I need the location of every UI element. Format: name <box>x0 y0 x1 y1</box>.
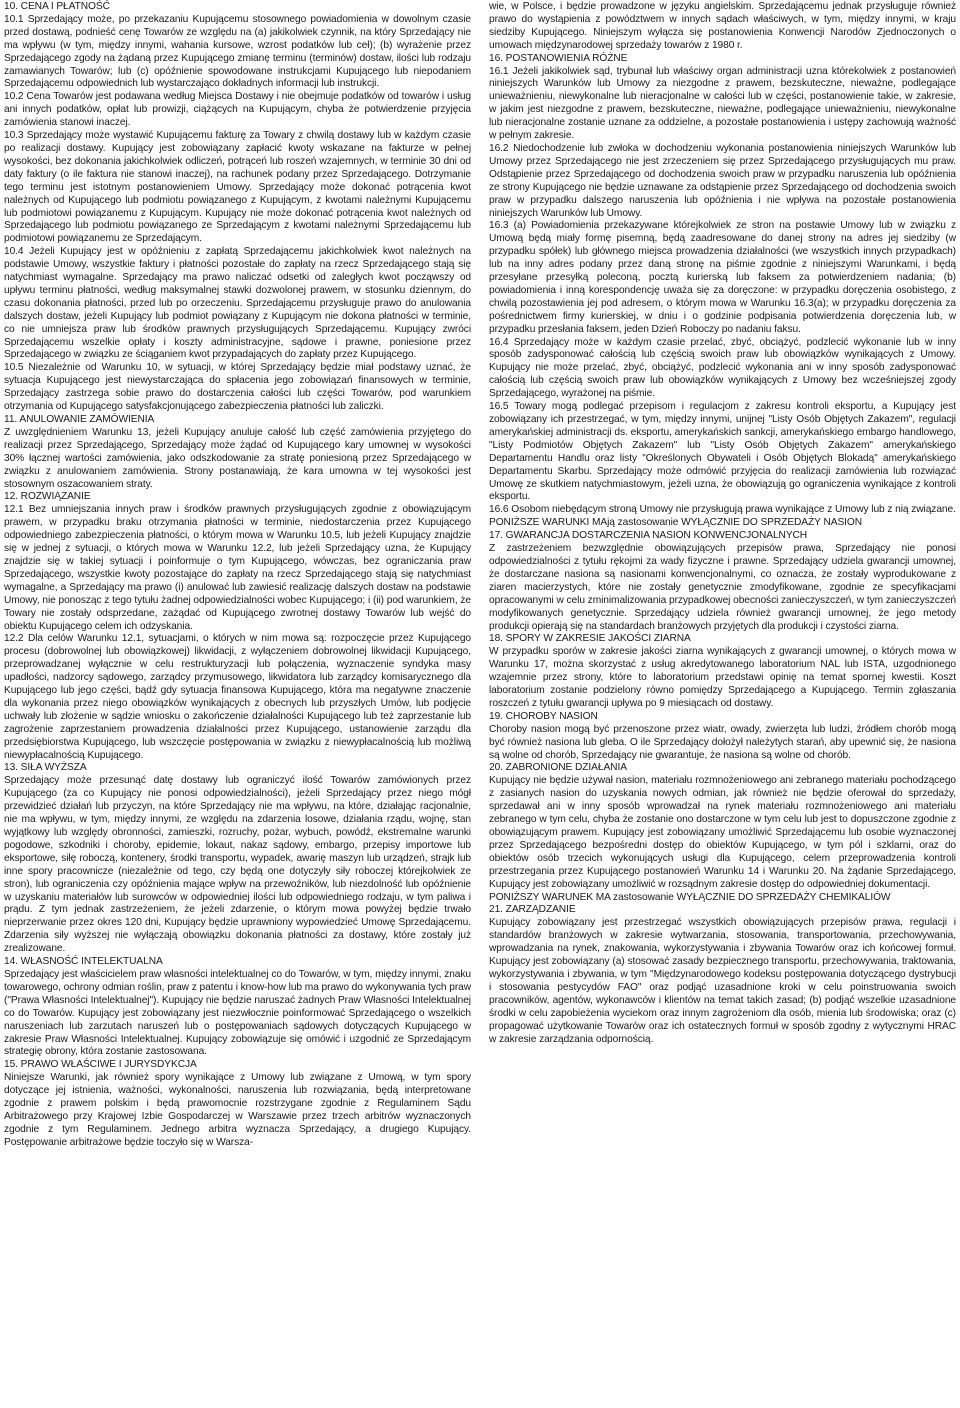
section-heading: 21. ZARZĄDZANIE <box>489 904 576 916</box>
section-heading: 17. GWARANCJA DOSTARCZENIA NASION KONWENCJONALNYCH <box>489 530 808 542</box>
section-heading: 19. CHOROBY NASION <box>489 710 598 722</box>
section-heading: 16. POSTANOWIENIA RÓŻNE <box>489 52 628 64</box>
paragraph: Sprzedający może przesunąć datę dostawy lub ograniczyć ilość Towarów zamówionych przez Kupującego (za co Kupujący nie ponosi odpowiedzialności), jeżeli Sprzedający przez niego mógł przewidzieć działań lub przyczyn, na które Sprzedający nie ma wpływu, na które, działając racjonalnie, nie ma wpływu, w tym, między innymi, ze względu na zdarzenia losowe, działania rządu, wojnę, stan wyjątkowy lub względy obronności, zamieszki, rozruchy, pożar, wybuch, powódź, ekstremalne warunki pogodowe, szkodniki i choroby, epidemie, lokaut, nakaz sądowy, embargo, przepisy importowe lub eksportowe, siłę roboczą, kontenery, środki transportu, wypadek, awarię maszyn lub urządzeń, strajk lub inne spory pracownicze (niezależnie od tego, czy będą one dotyczyły siły roboczej którejkolwiek ze stron), lub ograniczenia czy opóźnienia mające wpływ na przewoźników, lub niezdolność lub opóźnienie w uzyskaniu materiałów lub surowców w odpowiedniej ilości lub odpowiedniego rodzaju, w tym paliwa i prądu. Z tym jednak zastrzeżeniem, że jeżeli zdarzenie, o którym mowa powyżej będzie trwało nieprzerwanie przez okres 120 dni, Kupujący będzie uprawniony wypowiedzieć Umowę Sprzedającemu. Zdarzenia siły wyższej nie wyłączają obowiązku dokonania płatności za dostawy, które zostały już zrealizowane. <box>4 775 471 955</box>
paragraph: 16.4 Sprzedający może w każdym czasie przelać, zbyć, obciążyć, podzlecić wykonanie lub w inny sposób zadysponować całością lub częścią swoich praw lub obowiązków wynikających z Umowy. Kupujący nie może przelać, zbyć, obciążyć, podzlecić wykonania ani w inny sposób zadysponować całością lub częścią swoich praw lub obowiązków wynikających z Umowy bez wcześniejszej zgody Sprzedającego, wyrażonej na piśmie. <box>489 336 956 400</box>
paragraph: 10.3 Sprzedający może wystawić Kupującemu fakturę za Towary z chwilą dostawy lub w każdym czasie po realizacji dostawy. Kupujący jest zobowiązany zapłacić kwoty wskazane na fakturze w pełnej wysokości, bez dokonania jakichkolwiek odliczeń, potrąceń lub roszeń wzajemnych, w terminie 30 dni od daty faktury (o ile faktura nie stanowi inaczej), na rachunek podany przez Sprzedającego. Dotrzymanie tego terminu jest istotnym postanowieniem Umowy. Sprzedający może dokonać potrącenia kwot należnych od Kupującego lub podmiotu powiązanego z Kupującym, z kwotami należnymi Kupującemu lub podmiotowi powiązanemu z Kupującym. Kupujący nie może dokonać potrącenia kwot należnych od Sprzedającego lub podmiotu powiązanego ze Sprzedającym z kwotami należnymi Sprzedającemu lub podmiotowi powiązanemu ze Sprzedającym. <box>4 130 471 245</box>
paragraph: 12.2 Dla celów Warunku 12.1, sytuacjami, o których w nim mowa są: rozpoczęcie przez Kupującego procesu (dobrowolnej lub obowiązkowej) likwidacji, z wyłączeniem dobrowolnej likwidacji Kupującego, przeprowadzanej wyłącznie w celu restrukturyzacji lub połączenia, wyznaczenie syndyka masy upadłości, nadzorcy sądowego, zarządcy przymusowego, likwidatora lub zarządcy komisarycznego dla Kupującego lub jego części, bądź gdy sytuacja finansowa Kupującego, która ma negatywne znaczenie dla wykonania przez niego obowiązków wynikających z obecnych lub przyszłych Umów, lub podjęcie uchwały lub złożenie w sądzie wniosku o zakończenie działalności Kupującego lub też zaprzestanie lub zagrożenie zaprzestaniem prowadzenia działalności przez Kupującego, ustanowienie zarządu dla przedsiębiorstwa Kupującego, lub wszczęcie postępowania w związku z niewypłacalnością lub możliwą niewypłacalnością Kupującego. <box>4 633 471 761</box>
paragraph: 16.3 (a) Powiadomienia przekazywane którejkolwiek ze stron na postawie Umowy lub w związku z Umową będą miały formę pisemną, będą zaadresowane do danej strony na adres jej siedziby (w przypadku spółek) lub głównego miejsca prowadzenia działalności (we wszystkich innych przypadkach) lub na inny adres podany przez daną stronę na piśmie zgodnie z niniejszymi Warunkami, i będą przesyłane przesyłką poleconą, pocztą kurierską lub faksem za potwierdzeniem nadania; (b) powiadomienia i inną korespondencję uważa się za doręczone: w przypadku doręczenia osobistego, z chwilą pozostawienia jej pod adresem, o którym mowa w Warunku 16.3(a); w przypadku doręczenia za pośrednictwem firmy kurierskiej, w dniu i o godzinie podpisania potwierdzenia doręczenia lub, w przypadku przesłania faksem, jeden Dzień Roboczy po nadaniu faksu. <box>489 220 956 335</box>
paragraph: Choroby nasion mogą być przenoszone przez wiatr, owady, zwierzęta lub ludzi, źródłem chorób mogą być również nasiona lub gleba. O ile Sprzedający dołożył należytych starań, aby upewnić się, że nasiona są wolne od chorób, Sprzedający nie gwarantuje, że nasiona są wolne od chorób. <box>489 723 956 761</box>
paragraph: wie, w Polsce, i będzie prowadzone w języku angielskim. Sprzedającemu jednak przysługuje również prawo do wystąpienia z powództwem w innych sądach właściwych, w tym, między innymi, w kraju siedziby Kupującego. Niniejszym wyłącza się postanowienia Konwencji Narodów Zjednoczonych o umowach międzynarodowej sprzedaży towarów z 1980 r. <box>489 1 956 51</box>
paragraph: Z zastrzeżeniem bezwzględnie obowiązujących przepisów prawa, Sprzedający nie ponosi odpowiedzialności z tytułu rękojmi za wady fizyczne i prawne. Sprzedający udziela gwarancji umownej, że dostarczane nasiona są nasionami konwencjonalnymi, co oznacza, że zostały wyprodukowane z ziaren macierzystych, które nie zostały genetycznie zmodyfikowane, zgodnie ze specyfikacjami opracowanymi w celu zminimalizowania przypadkowej obecności zanieczyszczeń, w tym zanieczyszczeń modyfikowanych genetycznie. Sprzedający udziela również gwarancji umownej, że jego metody produkcji opierają się na standardach branżowych przyjętych dla produkcji i czystości ziarna. <box>489 543 956 632</box>
right-column <box>489 1 956 1408</box>
paragraph: Z uwzględnieniem Warunku 13, jeżeli Kupujący anuluje całość lub część zamówienia przyjętego do realizacji przez Sprzedającego, Sprzedający może żądać od Kupującego kary umownej w wysokości 30% łącznej wartości zamówienia, jako odszkodowanie za stratę poniesioną przez Sprzedającego w związku z anulowaniem zamówienia. Strony postanawiają, że kara umowna w tej wysokości jest stosownym oszacowaniem straty. <box>4 426 471 490</box>
paragraph: Kupujący nie będzie używał nasion, materiału rozmnożeniowego ani zebranego materiału pochodzącego z zasianych nasion do uzyskania nowych odmian, jak również nie będzie oferował do sprzedaży, sprzedawał ani w inny sposób wprowadzał na rynek materiału rozmnożeniowego ani materiału zebranego w tym celu, chyba że zostanie ono dostarczone w tym celu lub jest to dopuszczone zgodnie z obowiązującym prawem. Kupujący jest zobowiązany umożliwić Sprzedającemu lub osobie wyznaczonej przez Sprzedającego bezpośredni dostęp do obiektów Kupującego, w tym pól i szklarni, oraz do obiektów osób trzecich wykonujących usługi dla Kupującego, celem przeprowadzenia kontroli przestrzegania przez Kupującego postanowień Warunku 14 i Warunku 20. Na żądanie Sprzedającego, Kupujący jest zobowiązany umożliwić w rozsądnym zakresie dostęp do odpowiedniej dokumentacji. <box>489 775 956 890</box>
paragraph: W przypadku sporów w zakresie jakości ziarna wynikających z gwarancji umownej, o których mowa w Warunku 17, można skorzystać z usług akredytowanego laboratorium NAL lub ISTA, uzgodnionego wzajemnie przez strony, które to laboratorium przedstawi opinię na temat spornej kwestii. Koszt laboratorium zostanie podzielony równo pomiędzy Sprzedającego a Kupującego. Termin zgłaszania roszczeń z tytułu gwarancji upływa po 9 miesiącach od dostawy. <box>489 646 956 709</box>
paragraph: Sprzedający jest właścicielem praw własności intelektualnej co do Towarów, w tym, między innymi, znaku towarowego, ochrony odmian roślin, praw z patentu i know-how lub ma prawo do wykonywania tych praw ("Prawa Własności Intelektualnej"). Kupujący nie będzie naruszać żadnych Praw Własności Intelektualnej co do Towarów. Kupujący jest zobowiązany jest niezwłocznie poinformować Sprzedającego o wszelkich naruszeniach lub zarzutach naruszeń lub o postępowaniach sądowych dotyczących Kupującego w zakresie Praw Własności Intelektualnej. Kupujący zobowiązuje się omówić i uzgodnić ze Sprzedającym strategię obrony, która zostanie zastosowana. <box>4 968 471 1058</box>
section-heading: PONIŻSZE WARUNKI MAją zastosowanie WYŁĄCZNIE DO SPRZEDAŻY NASION <box>489 517 863 529</box>
section-heading: 12. ROZWIĄZANIE <box>4 491 91 503</box>
paragraph: 12.1 Bez umniejszania innych praw i środków prawnych przysługujących zgodnie z obowiązującym prawem, w przypadku braku otrzymania płatności w terminie, niedostarczenia przez Kupującego odpowiedniego zabezpieczenia płatności, o którym mowa w Warunku 10.5, lub jeżeli Kupujący znajdzie się w jednej z sytuacji, o których mowa w Warunku 12.2, lub jeżeli Sprzedający uzna, że Kupujący znajdzie się w takiej sytuacji i poinformuje o tym Kupującego, wówczas, bez ograniczania praw Sprzedającego, wszystkie kwoty pozostające do zapłaty na rzecz Sprzedającego stają się natychmiast wymagalne, a Sprzedający ma prawo (i) anulować lub zawiesić realizację dalszych dostaw na podstawie Umowy, nie ponosząc z tego tytułu żadnej odpowiedzialności wobec Kupującego; i (ii) pod warunkiem, że Towary nie zostały odsprzedane, zażądać od Kupującego zwrotnej dostawy Towarów lub wejść do obiektu Kupującego celem ich odzyskania. <box>4 504 471 632</box>
paragraph: 16.5 Towary mogą podlegać przepisom i regulacjom z zakresu kontroli eksportu, a Kupujący jest zobowiązany ich przestrzegać, w tym, między innymi, unijnej "Listy Osób Objętych Zakazem", regulacji amerykańskiej administracji ds. eksportu, amerykańskich sankcji, amerykańskiego embargo handlowego, "Listy Podmiotów Objętych Zakazem" lub "Listy Osób Objętych Zakazem" amerykańskiego Departamentu Handlu oraz listy "Określonych Obywateli i Osób Objętych Blokadą" amerykańskiego Departamentu Skarbu. Sprzedający może odmówić przyjęcia do realizacji zamówienia lub rozwiązać Umowę ze skutkiem natychmiastowym, jeżeli uzna, że obowiązują go ograniczenia wynikające z kontroli eksportu. <box>489 401 956 503</box>
paragraph: Niniejsze Warunki, jak również spory wynikające z Umowy lub związane z Umową, w tym spory dotyczące jej istnienia, ważności, wykonalności, naruszenia lub rozwiązania, będą interpretowane zgodnie z prawem polskim i będą prawomocnie rozstrzygane zgodnie z Regulaminem Sądu Arbitrażowego przy Krajowej Izbie Gospodarczej w Warszawie przez trzech arbitrów wyznaczonych zgodnie z tym Regulaminem. Jednego arbitra wyznacza Sprzedający, a drugiego Kupujący. Postępowanie arbitrażowe będzie toczyło się w Warsza- <box>4 1072 471 1148</box>
section-heading: PONIŻSZY WARUNEK MA zastosowanie WYŁĄCZNIE DO SPRZEDAŻY CHEMIKALIÓW <box>489 891 891 903</box>
paragraph: 16.2 Niedochodzenie lub zwłoka w dochodzeniu wykonania postanowienia niniejszych Warunków lub Umowy przez Sprzedającego nie jest zrzeczeniem się przez Sprzedającego przysługujących mu praw. Odstąpienie przez Sprzedającego od dochodzenia swoich praw w przypadku naruszenia lub opóźnienia ze strony Kupującego nie będzie uznawane za odstąpienie przez Sprzedającego od dochodzenia swoich praw w przypadku dalszego naruszenia lub opóźnienia i nie wpływa na pozostałe postanowienia niniejszych Warunków lub Umowy. <box>489 142 956 219</box>
paragraph: 16.6 Osobom niebędącym stroną Umowy nie przysługują prawa wynikające z Umowy lub z nią związane. <box>489 504 956 516</box>
section-heading: 11. ANULOWANIE ZAMÓWIENIA <box>4 414 155 425</box>
section-heading: 15. PRAWO WŁAŚCIWE I JURYSDYKCJA <box>4 1059 197 1071</box>
section-heading: 20. ZABRONIONE DZIAŁANIA <box>489 762 627 774</box>
paragraph: 10.2 Cena Towarów jest podawana według Miejsca Dostawy i nie obejmuje podatków od towarów i usług ani innych podatków, opłat lub prowizji, ciążących na Kupującym, chyba że potwierdzenie przyjęcia zamówienia stanowi inaczej. <box>4 91 471 129</box>
section-heading: 10. CENA I PŁATNOŚĆ <box>4 1 110 12</box>
section-heading: 13. SIŁA WYŻSZA <box>4 762 87 774</box>
paragraph: 10.4 Jeżeli Kupujący jest w opóźnieniu z zapłatą Sprzedającemu jakichkolwiek kwot należnych na podstawie Umowy, wszystkie faktury i płatności pozostałe do zapłaty na rzecz Sprzedającego stają się natychmiast wymagalne. Sprzedający ma prawo naliczać odsetki od zaległych kwot począwszy od upływu terminu płatności, według maksymalnej stawki dozwolonej prawem, w stosunku dziennym, do czasu dokonania płatności, przed lub po orzeczeniu. Sprzedającemu przysługuje prawo do anulowania dalszych dostaw, jeżeli Kupujący lub podmiot powiązany z Kupującym nie dokona płatności w terminie, co nie umniejsza praw lub środków prawnych przysługujących Sprzedającemu. Kupujący zwróci Sprzedającemu wszelkie opłaty i koszty administracyjne, sądowe i prawne, poniesione przez Sprzedającego w związku ze ściąganiem kwot przypadających do zapłaty przez Kupującego. <box>4 246 471 361</box>
section-heading: 14. WŁASNOŚĆ INTELEKTUALNA <box>4 956 163 968</box>
paragraph: 10.1 Sprzedający może, po przekazaniu Kupującemu stosownego powiadomienia w dowolnym czasie przed dostawą, podnieść cenę Towarów ze względu na (a) jakikolwiek czynnik, na który Sprzedający nie ma wpływu (w tym, między innymi, wahania kursowe, wzrost podatków lub ceł); (b) wyrażenie przez Sprzedającego zgody na żądaną przez Kupującego zmianę terminu (terminów) dostaw, ilości lub rodzaju zamawianych Towarów; lub (c) opóźnienie spowodowane instrukcjami Kupującego lub niepodaniem Sprzedającemu odpowiednich lub wystarczająco dokładnych informacji lub instrukcji. <box>4 13 471 90</box>
paragraph: 10.5 Niezależnie od Warunku 10, w sytuacji, w której Sprzedający będzie miał podstawy uznać, że sytuacja Kupującego jest niewystarczająca do spłacenia jego zobowiązań finansowych w terminie, Sprzedający zastrzega sobie prawo do dostarczenia całości lub części Towarów, pod warunkiem otrzymania od Kupującego satysfakcjonującego zabezpieczenia płatności lub zaliczki. <box>4 362 471 413</box>
section-heading: 18. SPORY W ZAKRESIE JAKOŚCI ZIARNA <box>489 633 691 645</box>
paragraph: 16.1 Jeżeli jakikolwiek sąd, trybunał lub właściwy organ administracji uzna którekolwiek z postanowień niniejszych Warunków lub Umowy za niezgodne z prawem, bezskuteczne, nieważne, podlegające unieważnieniu, niewykonalne lub nieracjonalne w całości lub w części, postanowienie takie, w zakresie, w jakim jest niezgodne z prawem, bezskuteczne, nieważne, podlegające unieważnieniu, niewykonalne lub nieracjonalne zostanie uznane za oddzielne, a pozostałe postanowienia i ustępy zachowują ważność w pełnym zakresie. <box>489 65 956 142</box>
left-column <box>4 1 471 1408</box>
paragraph: Kupujący zobowiązany jest przestrzegać wszystkich obowiązujących przepisów prawa, regulacji i standardów branżowych w zakresie wytwarzania, stosowania, transportowania, przechowywania, wprowadzania na rynek, znakowania, wykorzystywania i zbywania Towarów oraz ich końcowej formuł. Kupujący jest zobowiązany (a) stosować zasady bezpiecznego transportu, przechowywania, traktowania, wykorzystywania i zbywania, w tym "Międzynarodowego kodeksu postępowania dotyczącego dystrybucji i stosowania pestycydów FAO" oraz podjąć uzasadnione kroki w celu poinstruowania swoich pracowników, agentów, wykonawców i klientów na temat takich zasad; (b) podjąć wszelkie uzasadnione środki w celu zapobieżenia wyciekom oraz innym zagrożeniom dla osób, mienia lub środowiska; oraz (c) propagować użytkowanie Towarów oraz ich ostatecznych formuł w sposób zgodny z wytycznymi HRAC w zakresie zarządzania odpornością. <box>489 917 956 1045</box>
